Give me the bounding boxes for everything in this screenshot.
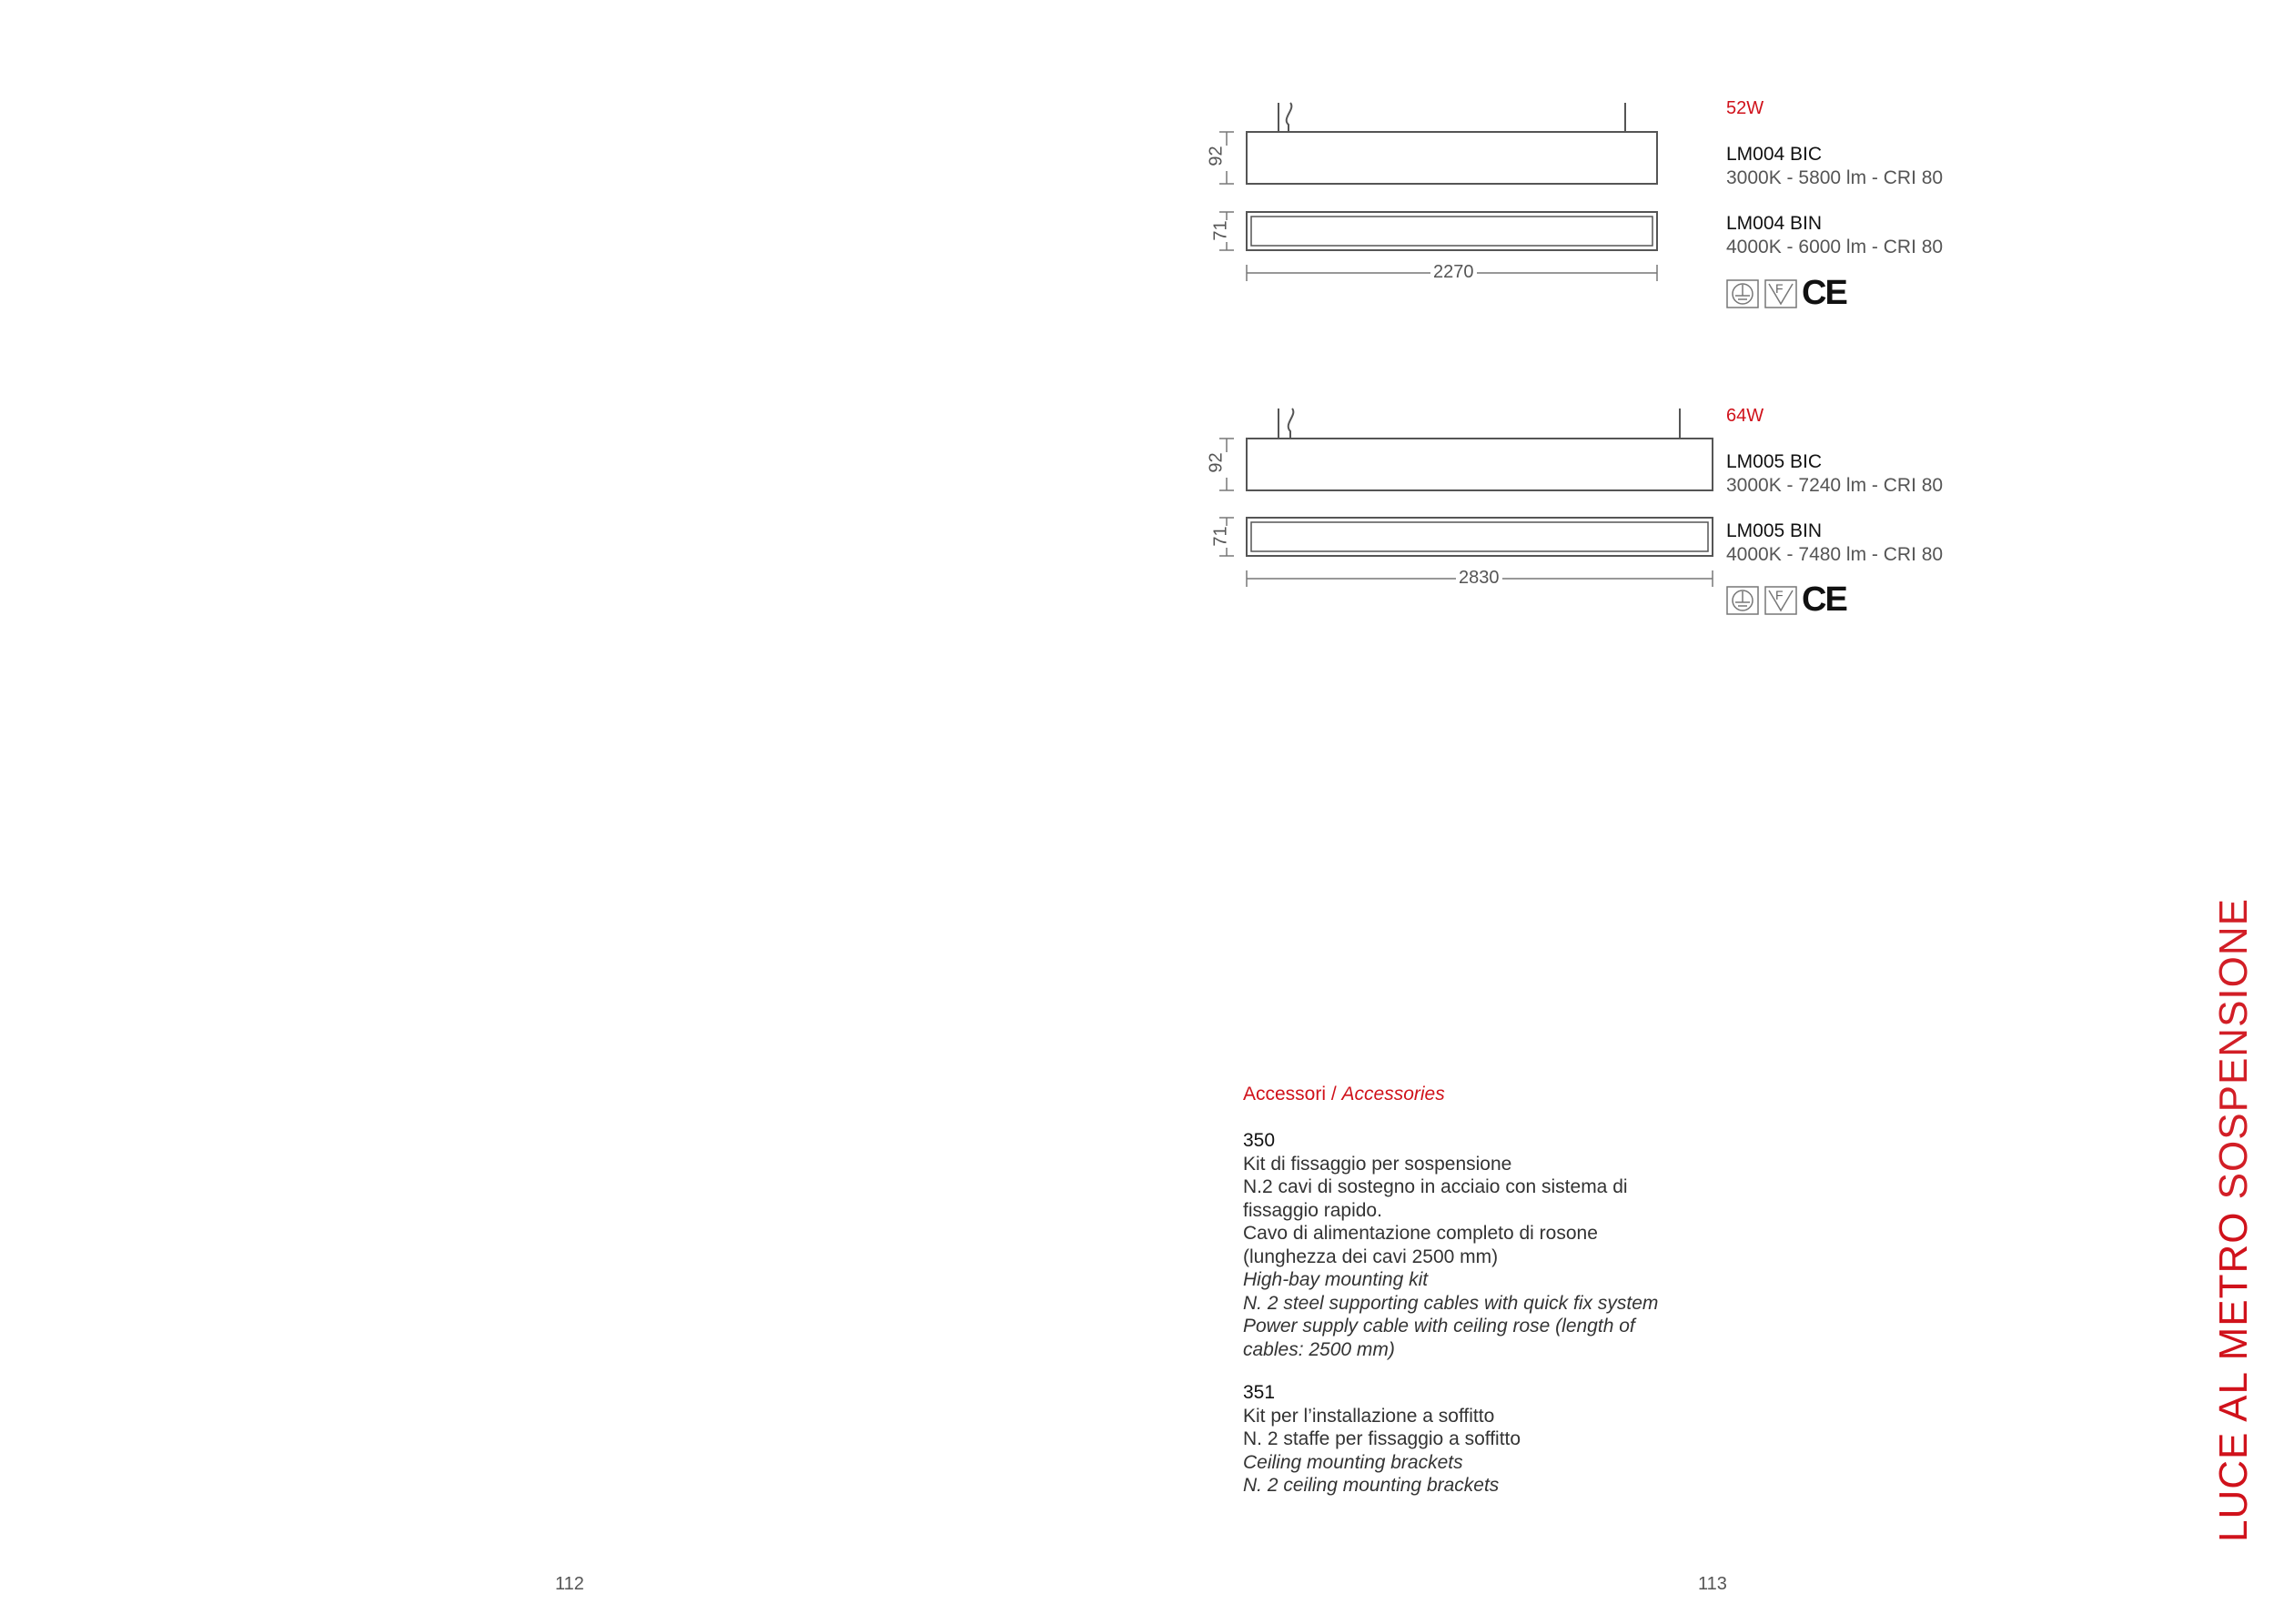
- accessory-code: 350: [1243, 1130, 1276, 1151]
- ce-mark-icon: CE: [1802, 580, 1846, 619]
- page-number-left: 112: [555, 1574, 584, 1594]
- accessory-351: [1243, 1381, 1716, 1498]
- dim-height-front: 71: [1210, 220, 1231, 241]
- product-wattage: 52W: [1726, 98, 1764, 118]
- accessory-line-it: (lunghezza dei cavi 2500 mm): [1243, 1246, 1499, 1267]
- earth-class-icon: [1727, 280, 1758, 308]
- product-2-side-view: [1247, 409, 1713, 490]
- product-spec: 4000K - 7480 lm - CRI 80: [1726, 544, 1944, 565]
- accessories-heading-it: Accessori /: [1243, 1084, 1342, 1105]
- product-model: LM004 BIC: [1726, 144, 1823, 165]
- side-title: [2211, 898, 2266, 1542]
- accessory-line-en: Ceiling mounting brackets: [1243, 1451, 1463, 1473]
- product-spec: 3000K - 5800 lm - CRI 80: [1726, 167, 1944, 188]
- dim-length: 2270: [1430, 262, 1477, 283]
- accessory-line-it: fissaggio rapido.: [1243, 1199, 1382, 1221]
- accessory-line-en: N. 2 ceiling mounting brackets: [1243, 1475, 1500, 1496]
- accessory-line-en: N. 2 steel supporting cables with quick fix system: [1243, 1292, 1659, 1314]
- side-title-bold: LUCE AL METRO: [2211, 1211, 2256, 1542]
- dim-height-front: 71: [1210, 526, 1231, 547]
- page-number-right: 113: [1698, 1574, 1727, 1594]
- side-title-light: SOSPENSIONE: [2211, 898, 2256, 1212]
- accessories-heading-en: Accessories: [1341, 1084, 1445, 1105]
- product-1-side-view: [1247, 103, 1657, 184]
- product-model: LM004 BIN: [1726, 213, 1823, 234]
- accessory-350: [1243, 1129, 1716, 1361]
- dim-height-side: 92: [1206, 146, 1227, 166]
- accessory-line-it: Kit per l’installazione a soffitto: [1243, 1405, 1495, 1427]
- accessory-line-en: High-bay mounting kit: [1243, 1269, 1429, 1290]
- f-mark-label: F: [1775, 281, 1784, 296]
- product-spec: 4000K - 6000 lm - CRI 80: [1726, 237, 1944, 257]
- ce-mark-icon: CE: [1802, 274, 1846, 312]
- accessories-heading: [1243, 1084, 1445, 1105]
- dim-length: 2830: [1456, 568, 1502, 589]
- accessory-line-it: N. 2 staffe per fissaggio a soffitto: [1243, 1428, 1521, 1449]
- product-2-front-view: [1247, 518, 1713, 556]
- accessory-line-en: Power supply cable with ceiling rose (length of: [1243, 1316, 1635, 1337]
- product-model: LM005 BIN: [1726, 520, 1823, 541]
- accessory-line-it: N.2 cavi di sostegno in acciaio con sistema di: [1243, 1176, 1628, 1197]
- product-model: LM005 BIC: [1726, 451, 1823, 472]
- f-mark-label: F: [1775, 588, 1784, 602]
- product-1-front-view: [1247, 212, 1657, 250]
- product-wattage: 64W: [1726, 406, 1764, 426]
- product-spec: 3000K - 7240 lm - CRI 80: [1726, 475, 1944, 496]
- accessory-code: 351: [1243, 1382, 1276, 1403]
- accessory-line-it: Kit di fissaggio per sospensione: [1243, 1153, 1512, 1175]
- earth-class-icon: [1727, 587, 1758, 614]
- accessory-line-en: cables: 2500 mm): [1243, 1338, 1395, 1360]
- accessory-line-it: Cavo di alimentazione completo di rosone: [1243, 1223, 1598, 1244]
- dim-height-side: 92: [1206, 452, 1227, 473]
